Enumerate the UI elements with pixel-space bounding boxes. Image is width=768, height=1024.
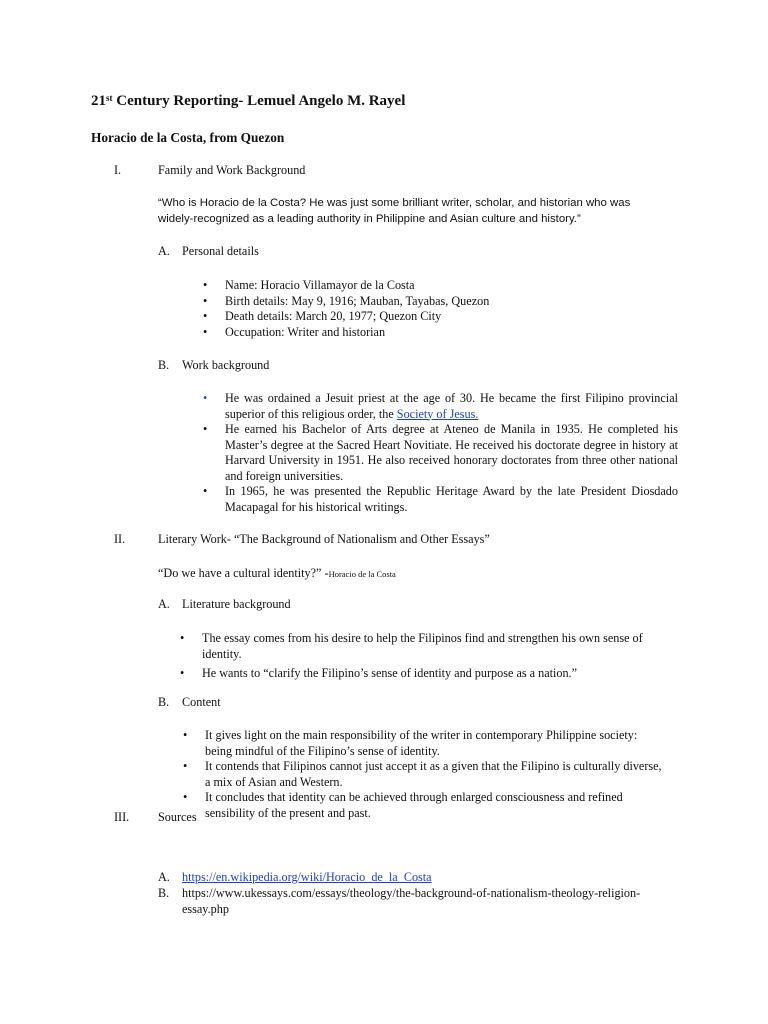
bullet-icon: •	[180, 631, 185, 645]
list-item: • He was ordained a Jesuit priest at the age of 30. He became the first Filipino provincial superior of this religious order, the Society of Jesus.	[203, 391, 678, 421]
bullet-icon: •	[183, 790, 188, 804]
literature-background-heading: A. Literature background	[158, 597, 291, 611]
list-item: • Occupation: Writer and historian	[203, 324, 386, 339]
document-title: 21st Century Reporting- Lemuel Angelo M. Rayel	[91, 93, 406, 109]
section-2-numeral: II.	[114, 532, 126, 546]
wikipedia-source-link[interactable]: https://en.wikipedia.org/wiki/Horacio_de_la_Costa	[182, 870, 432, 884]
list-item: • It concludes that identity can be achieved through enlarged consciousness and refined sensibility of the present and past.	[183, 790, 623, 820]
content-heading: B. Content	[158, 695, 221, 709]
document-subtitle: Horacio de la Costa, from Quezon	[91, 130, 285, 145]
literature-background-list	[180, 631, 660, 682]
bullet-icon: •	[203, 309, 208, 323]
source-a: A. https://en.wikipedia.org/wiki/Horacio_de_la_Costa	[158, 870, 432, 884]
section-1-numeral: I.	[114, 163, 122, 177]
personal-details-list	[203, 278, 683, 340]
society-of-jesus-link[interactable]: Society of Jesus.	[396, 406, 479, 421]
bullet-icon: •	[183, 759, 188, 773]
ukessays-source-link[interactable]: https://www.ukessays.com/essays/theology/the-background-of-nationalism-theology-religion-	[182, 886, 641, 900]
bullet-icon: •	[183, 728, 188, 742]
list-item: • In 1965, he was presented the Republic Heritage Award by the late President Diosdado Macapagal for his historical writings.	[203, 484, 678, 514]
ukessays-source-link-cont[interactable]: essay.php	[182, 901, 229, 916]
source-b: B. https://www.ukessays.com/essays/theology/the-background-of-nationalism-theology-religion- essay.php	[158, 886, 678, 917]
section-3-numeral: III.	[114, 810, 130, 824]
list-item: • He wants to “clarify the Filipino’s sense of identity and purpose as a nation.”	[180, 666, 578, 680]
list-item: • He earned his Bachelor of Arts degree at Ateneo de Manila in 1935. He completed his Master’s degree at the Sacred Heart Novitiate. He received his doctorate degree in history at Harvard University in 1951. He also received honorary doctorates from three other national and foreign universities.	[203, 422, 678, 483]
list-item: • Name: Horacio Villamayor de la Costa	[203, 278, 415, 292]
list-item: • Death details: March 20, 1977; Quezon City	[203, 309, 442, 323]
list-item: • The essay comes from his desire to help the Filipinos find and strengthen his own sense of identity.	[180, 631, 643, 661]
list-item: • It gives light on the main responsibility of the writer in contemporary Philippine society: being mindful of the Filipino’s sense of identity.	[183, 728, 638, 758]
content-list	[183, 728, 663, 821]
intro-quote: “Who is Horacio de la Costa? He was just some brilliant writer, scholar, and historian who was widely-recognized as a leading authority in Philippine and Asian culture and history.”	[158, 197, 631, 225]
section-1-heading: Family and Work Background	[158, 163, 306, 177]
bullet-icon: •	[203, 391, 208, 405]
bullet-icon: •	[203, 484, 208, 498]
cultural-identity-quote: “Do we have a cultural identity?” -Horacio de la Costa	[158, 566, 396, 580]
bullet-icon: •	[203, 278, 208, 292]
bullet-icon: •	[203, 324, 208, 339]
bullet-icon: •	[203, 422, 208, 436]
bullet-icon: •	[203, 293, 208, 308]
bullet-icon: •	[180, 666, 185, 680]
work-background-list	[203, 391, 678, 515]
personal-details-heading: A. Personal details	[158, 244, 259, 258]
list-item: • It contends that Filipinos cannot just accept it as a given that the Filipino is culturally diverse, a mix of Asian and Western.	[183, 759, 662, 789]
work-background-heading: B. Work background	[158, 358, 270, 372]
list-item: • Birth details: May 9, 1916; Mauban, Tayabas, Quezon	[203, 293, 490, 308]
section-2-heading: Literary Work- “The Background of Nationalism and Other Essays”	[158, 532, 490, 546]
section-3-heading: Sources	[158, 810, 197, 824]
